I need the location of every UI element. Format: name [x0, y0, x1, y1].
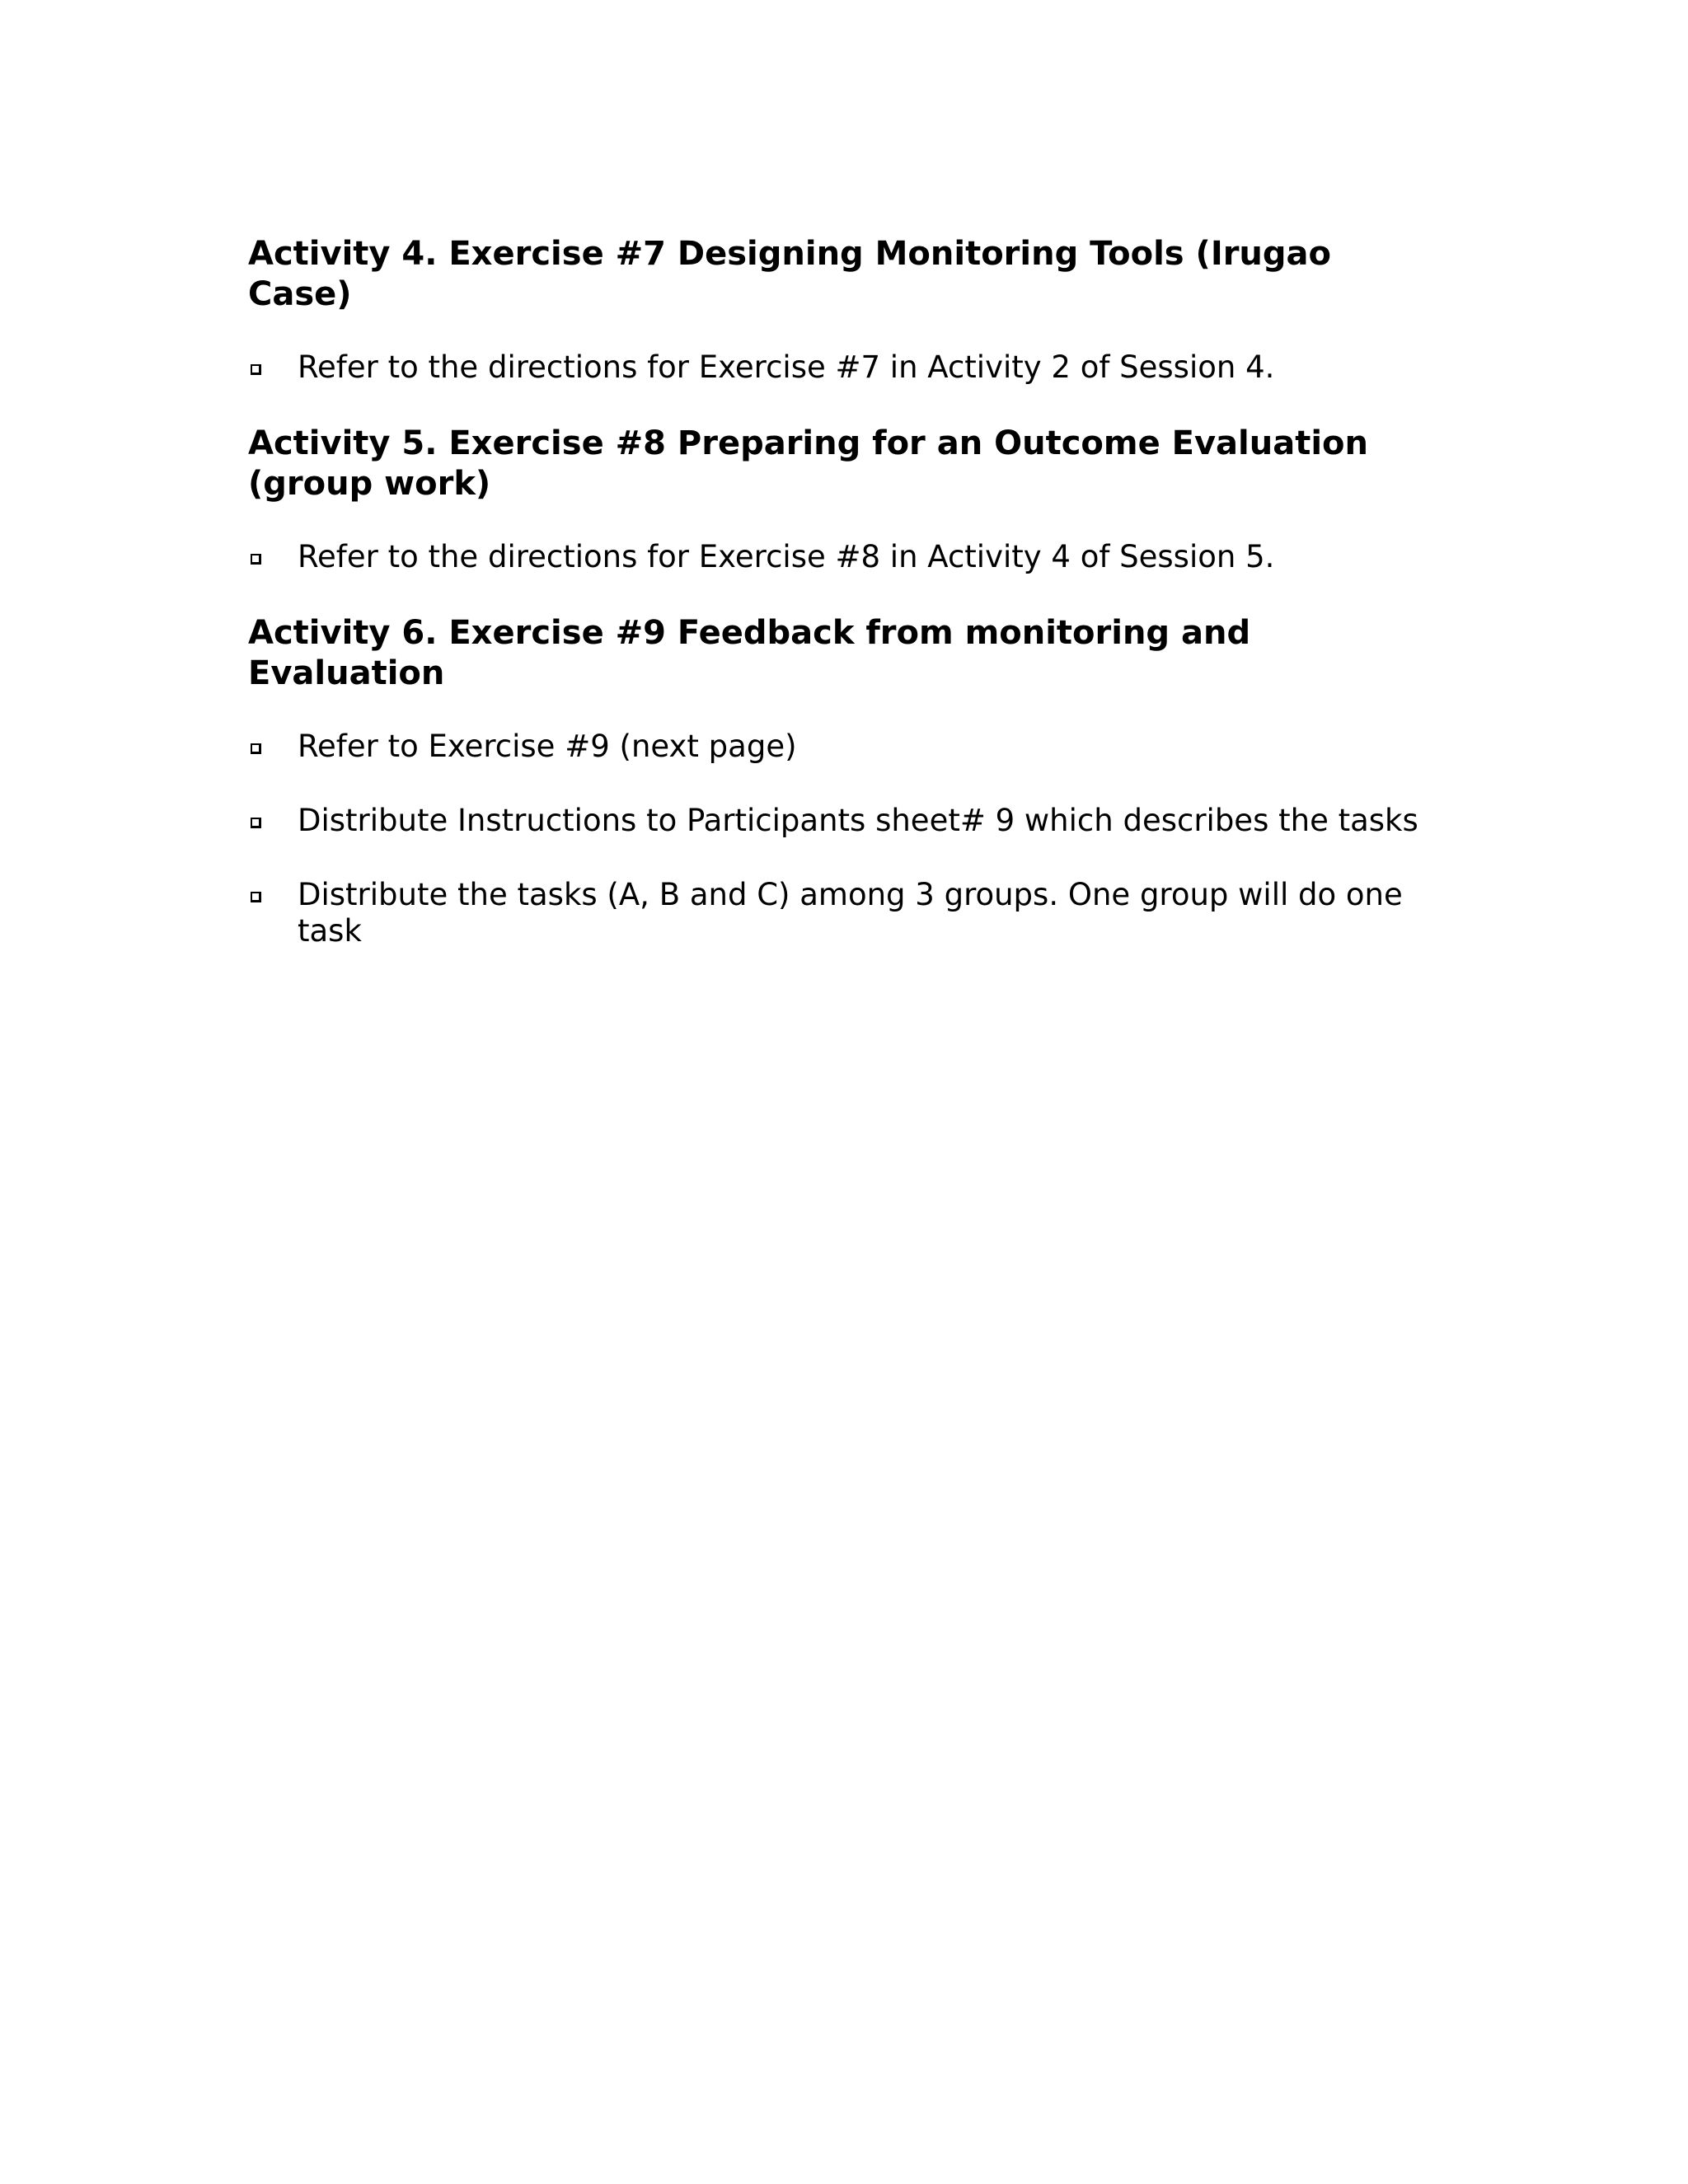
list-item: [248, 877, 1435, 949]
bullet-list: [248, 349, 1435, 386]
list-item-text: Distribute the tasks (A, B and C) among 3 groups. One group will do one task: [298, 877, 1403, 949]
list-item-text: Refer to the directions for Exercise #7 in Activity 2 of Session 4.: [298, 349, 1275, 385]
checkbox-bullet-icon: [251, 818, 261, 828]
section-heading: Activity 4. Exercise #7 Designing Monitoring Tools (Irugao Case): [248, 235, 1332, 313]
checkbox-bullet-icon: [251, 364, 261, 375]
document-content: [248, 234, 1435, 987]
list-item: [248, 803, 1435, 839]
section-heading: Activity 6. Exercise #9 Feedback from monitoring and Evaluation: [248, 614, 1251, 692]
section-heading: Activity 5. Exercise #8 Preparing for an Outcome Evaluation (group work): [248, 424, 1368, 503]
list-item: [248, 349, 1435, 386]
checkbox-bullet-icon: [251, 892, 261, 902]
list-item: [248, 539, 1435, 575]
section-activity-6: [248, 613, 1435, 949]
checkbox-bullet-icon: [251, 743, 261, 754]
checkbox-bullet-icon: [251, 554, 261, 565]
list-item-text: Refer to Exercise #9 (next page): [298, 729, 797, 764]
section-activity-4: [248, 234, 1435, 386]
section-activity-5: [248, 424, 1435, 575]
bullet-list: [248, 539, 1435, 575]
bullet-list: [248, 729, 1435, 949]
list-item: [248, 729, 1435, 765]
list-item-text: Distribute Instructions to Participants sheet# 9 which describes the tasks: [298, 803, 1418, 838]
list-item-text: Refer to the directions for Exercise #8 in Activity 4 of Session 5.: [298, 539, 1275, 574]
